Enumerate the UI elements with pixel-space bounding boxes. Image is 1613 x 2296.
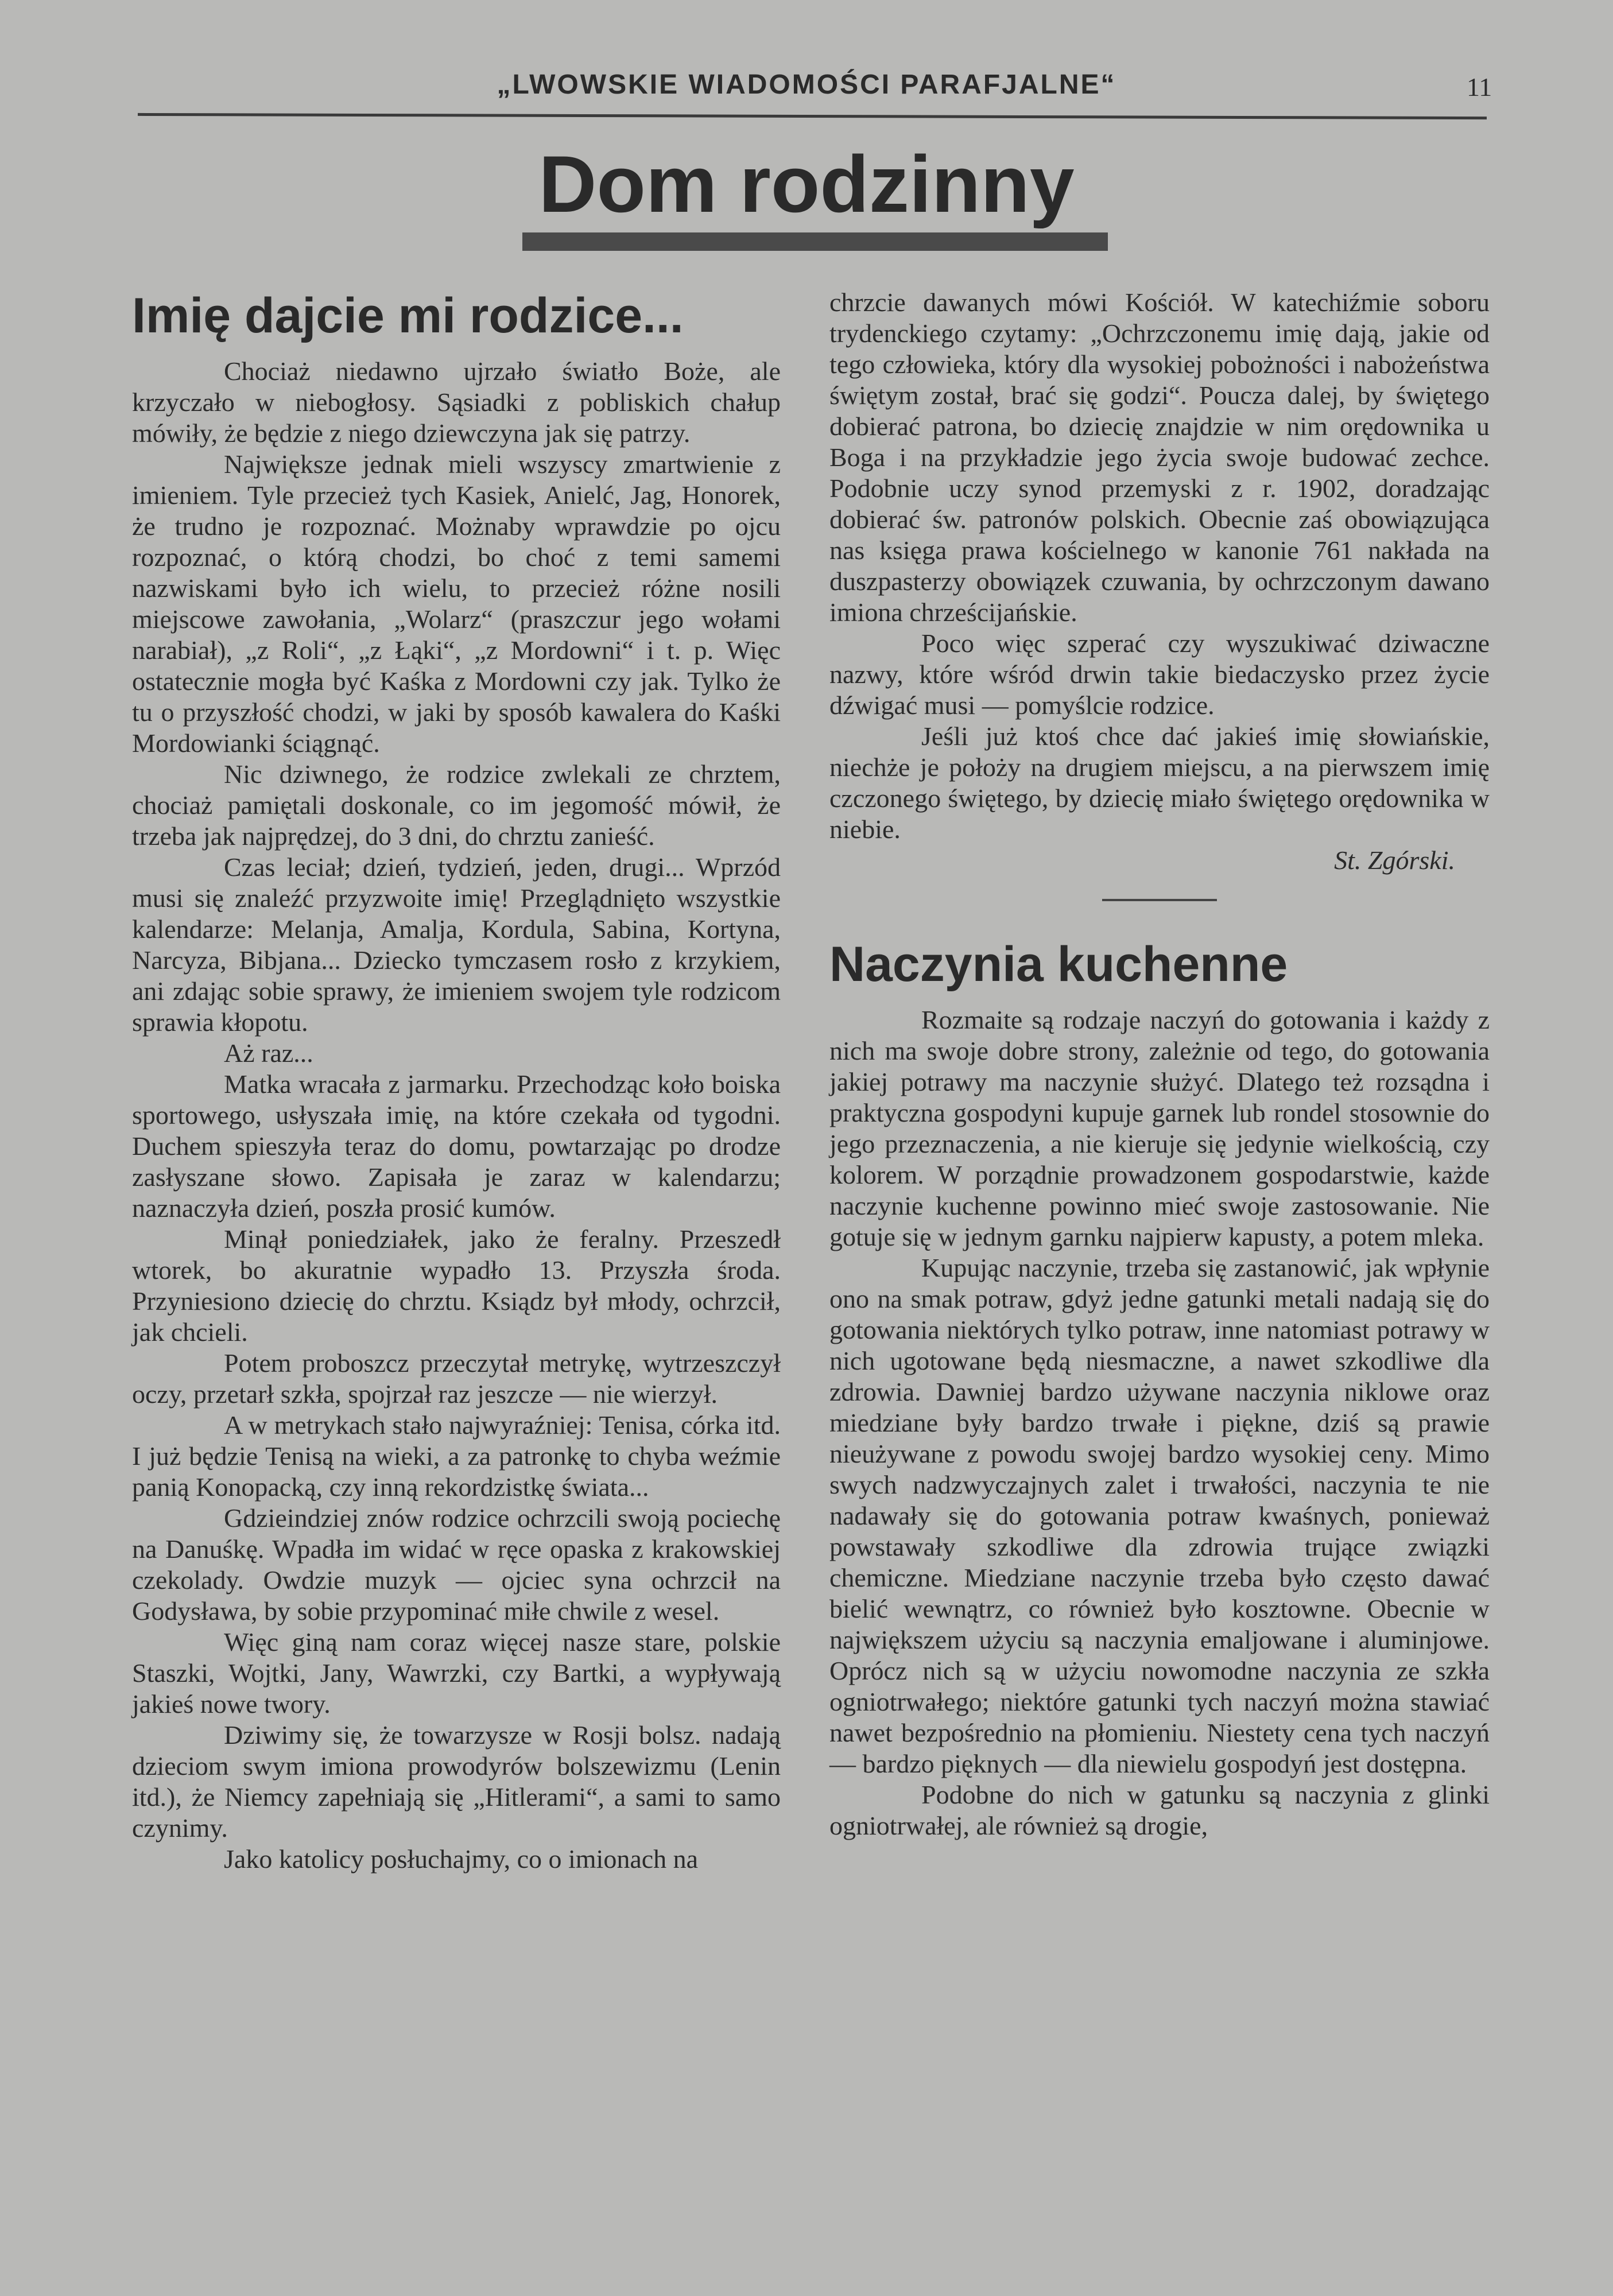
paragraph: Rozmaite są rodzaje naczyń do gotowania i każdy z nich ma swoje dobre strony, zależnie od tego, do gotowania jakiej potrawy ma naczynie służyć. Dlatego też rozsądna i praktyczna gospodyni kupuje garnek lub rondel stosownie do jego przeznaczenia, a nie kieruje się jedynie wielkością, czy kolorem. W porządnie prowadzonem gospodarstwie, każde naczynie kuchenne powinno mieć swoje zastosowanie. Nie gotuje się w jednym garnku najpierw kapusty, a potem mleka.: [829, 1005, 1490, 1251]
paragraph: Jeśli już ktoś chce dać jakieś imię słowiańskie, niechże je położy na drugiem miejscu, a na pierwszem imię czczonego świętego, by dziecię miało świętego orędownika w niebie.: [829, 722, 1490, 844]
paragraph: Gdzieindziej znów rodzice ochrzcili swoją pociechę na Danuśkę. Wpadła im widać w ręce opaska z krakowskiej czekolady. Owdzie muzyk — ojciec syna ochrzcił na Godysława, by sobie przypominać miłe chwile z wesel.: [132, 1503, 781, 1626]
paragraph: Jako katolicy posłuchajmy, co o imionach na: [224, 1844, 699, 1874]
paragraph: Chociaż niedawno ujrzało światło Boże, ale krzyczało w niebogłosy. Sąsiadki z pobliskich chałup mówiły, że będzie z niego dziewczyna jak się patrzy.: [132, 356, 781, 448]
paragraph: A w metrykach stało najwyraźniej: Tenisa, córka itd. I już będzie Tenisą na wieki, a za patronkę to chyba weźmie panią Konopacką, czy inną rekordzistkę świata...: [132, 1410, 781, 1502]
running-head: „LWOWSKIE WIADOMOŚCI PARAFJALNE“: [497, 69, 1116, 100]
paragraph: Kupując naczynie, trzeba się zastanowić, jak wpłynie ono na smak potraw, gdyż jedne gatunki metali nadają się do gotowania niektórych tylko potraw, inne natomiast potrawy w nich ugotowane będą niesmaczne, a nawet szkodliwe dla zdrowia. Dawniej bardzo używane naczynia niklowe oraz miedziane były bardzo trwałe i piękne, dziś są prawie nieużywane z powodu swojej bardzo wysokiej ceny. Mimo swych nadzwyczajnych zalet i trwałości, naczynia te nie nadawały się do gotowania potraw kwaśnych, ponieważ powstawały szkodliwe dla zdrowia trujące związki chemiczne. Miedziane naczynie trzeba było często dawać bielić wewnątrz, co również było kosztowne. Obecnie w największem użyciu są naczynia emaljowane i aluminjowe. Oprócz nich są w użyciu nowomodne naczynia ze szkła ogniotrwałego; niektóre gatunki tych naczyń można stawiać nawet bezpośrednio na płomieniu. Niestety cena tych naczyń — bardzo pięknych — dla niewielu gospodyń jest dostępna.: [829, 1253, 1490, 1778]
paragraph: Nic dziwnego, że rodzice zwlekali ze chrztem, chociaż pamiętali doskonale, co im jegomość mówił, że trzeba jak najprędzej, do 3 dni, do chrztu zanieść.: [132, 759, 781, 851]
paragraph: Poco więc szperać czy wyszukiwać dziwaczne nazwy, które wśród drwin takie biedaczysko przez życie dźwigać musi — pomyślcie rodzice.: [829, 629, 1490, 720]
paragraph: chrzcie dawanych mówi Kościół. W katechiźmie soboru trydenckiego czytamy: „Ochrzczonemu imię dają, jakie od tego człowieka, który dla wysokiej pobożności i nabożeństwa świętym został, brać się godzi“. Poucza dalej, by świętego dobierać patrona, bo dziecię znajdzie w nim orędownika u Boga i na przykładzie jego życia swoje budować zechce. Podobnie uczy synod przemyski z r. 1902, doradzając dobierać św. patronów polskich. Obecnie zaś obowiązująca nas księga prawa kościelnego w kanonie 761 nakłada na duszpasterzy obowiązek czuwania, by ochrzczonym dawano imiona chrześcijańskie.: [829, 288, 1490, 627]
paragraph: Podobne do nich w gatunku są naczynia z glinki ogniotrwałej, ale również są drogie,: [829, 1780, 1490, 1840]
paragraph: Minął poniedziałek, jako że feralny. Przeszedł wtorek, bo akuratnie wypadło 13. Przyszła środa. Przyniesiono dziecię do chrztu. Ksiądz był młody, ochrzcił, jak chcieli.: [132, 1224, 781, 1347]
article1-heading: Imię dajcie mi rodzice...: [132, 288, 684, 343]
page-title: Dom rodzinny: [538, 139, 1075, 229]
paragraph: Aż raz...: [224, 1038, 313, 1068]
paragraph: Czas leciał; dzień, tydzień, jeden, drugi... Wprzód musi się znaleźć przyzwoite imię! Przeglądnięto wszystkie kalendarze: Melanja, Amalja, Kordula, Sabina, Kortyna, Narcyza, Bibjana... Dziecko tymczasem rosło z krzykiem, ani zdając sobie sprawy, że imieniem swojem tyle rodzicom sprawia kłopotu.: [132, 852, 781, 1037]
author-signature: St. Zgórski.: [1334, 846, 1455, 875]
article2-heading: Naczynia kuchenne: [829, 937, 1288, 992]
paragraph: Potem proboszcz przeczytał metrykę, wytrzeszczył oczy, przetarł szkła, spojrzał raz jeszcze — nie wierzył.: [132, 1348, 781, 1409]
paragraph: Matka wracała z jarmarku. Przechodząc koło boiska sportowego, usłyszała imię, na które czekała od tygodni. Duchem spieszyła teraz do domu, powtarzając po drodze zasłyszane słowo. Zapisała je zaraz w kalendarzu; naznaczyła dzień, poszła prosić kumów.: [132, 1069, 781, 1223]
section-separator: [1102, 899, 1217, 901]
title-underline-bar: [522, 232, 1108, 251]
page-number: 11: [1467, 72, 1492, 102]
paragraph: Dziwimy się, że towarzysze w Rosji bolsz. nadają dzieciom swym imiona prowodyrów bolszewizmu (Lenin itd.), że Niemcy zapełniają się „Hitlerami“, a sami to samo czynimy.: [132, 1720, 781, 1843]
left-column: [132, 287, 781, 1875]
paragraph: Największe jednak mieli wszyscy zmartwienie z imieniem. Tyle przecież tych Kasiek, Anielć, Jag, Honorek, że trudno je rozpoznać. Możnaby wprawdzie po ojcu rozpoznać, o którą chodzi, bo choć z temi samemi nazwiskami było ich wielu, to przecież różne nosili miejscowe zawołania, „Wolarz“ (praszczur jego wołami narabiał), „z Roli“, „z Łąki“, „z Mordowni“ i t. p. Więc ostatecznie mogła być Kaśka z Mordowni czy jak. Tylko że tu o przyszłość chodzi, w jaki by sposób kawalera do Kaśki Mordowianki ściągnąć.: [132, 449, 781, 758]
header-rule: [138, 113, 1487, 119]
paragraph: Więc giną nam coraz więcej nasze stare, polskie Staszki, Wojtki, Jany, Wawrzki, czy Bartki, a wypływają jakieś nowe twory.: [132, 1627, 781, 1719]
right-column: [829, 287, 1490, 1841]
